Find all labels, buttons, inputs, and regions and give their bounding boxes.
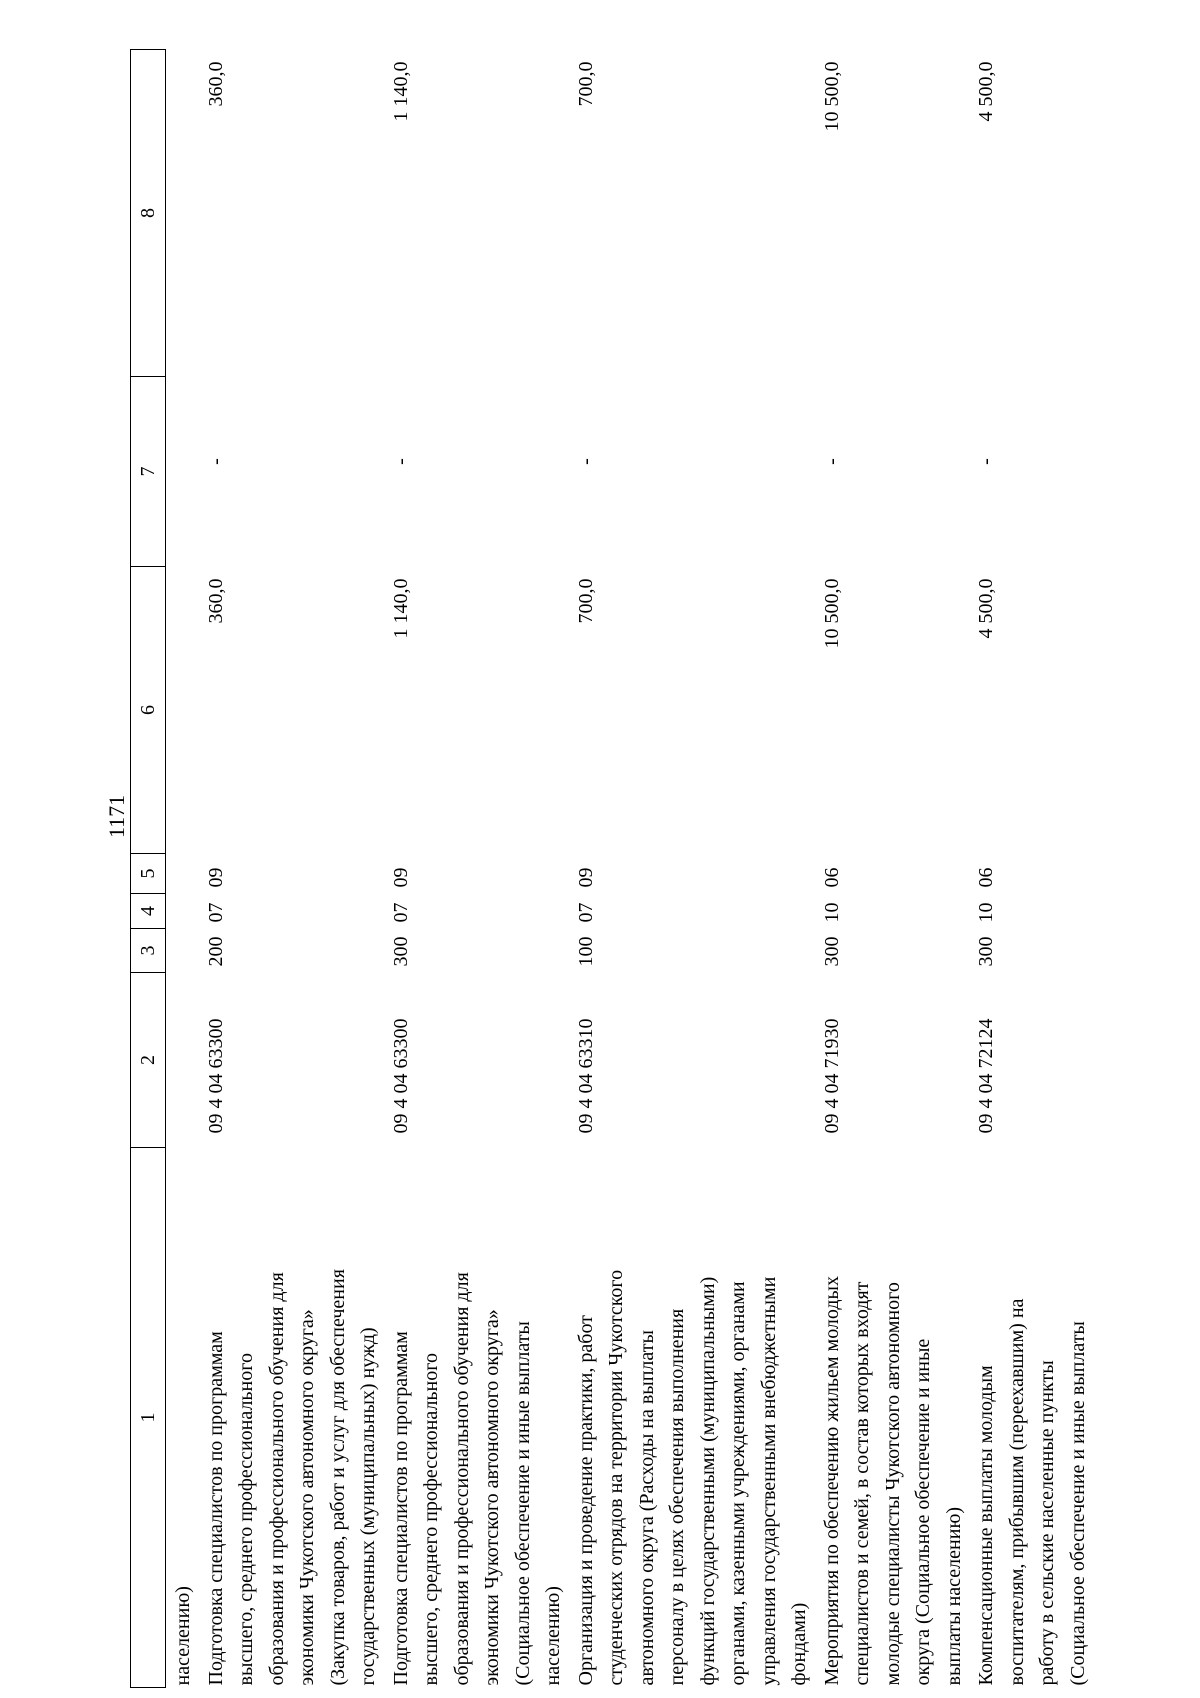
amount-cell: 10 500,0: [820, 578, 843, 649]
expense-name-line: Компенсационные выплаты молодым: [975, 1365, 997, 1686]
expense-name-line: образования и профессионального обучения для: [265, 1272, 288, 1686]
expense-name-line: выплаты населению): [942, 1506, 965, 1686]
expense-name-cell: [199, 1148, 384, 1688]
table-row: [199, 50, 384, 1688]
column-header: 3: [131, 929, 166, 973]
amount-cell: 4 500,0: [975, 578, 997, 639]
expense-name-line: специалистов и семей, в состав которых входят: [851, 1281, 873, 1686]
expense-type-code: 300: [389, 936, 412, 967]
section-code: 10: [820, 902, 843, 923]
column-header: 7: [131, 377, 166, 567]
total-amount-cell: 10 500,0: [820, 61, 843, 132]
column-header: 4: [131, 894, 166, 929]
column-header: 8: [131, 50, 166, 377]
expense-name-line: высшего, среднего профессионального: [235, 1353, 257, 1686]
amount-cell: 700,0: [574, 578, 597, 624]
expense-name-line: персоналу в целях обеспечения выполнения: [666, 1308, 688, 1686]
amount-cell: -: [975, 458, 997, 465]
expense-type-code: 100: [574, 936, 597, 967]
total-amount-cell: 1 140,0: [389, 61, 412, 122]
subsection-code: 06: [820, 867, 843, 888]
expense-name-line: государственных (муниципальных) нужд): [357, 1327, 379, 1686]
target-article-code: 09 4 04 63300: [389, 1018, 412, 1134]
expense-name-line: автономного округа (Расходы на выплаты: [635, 1330, 658, 1686]
page-number: 1171: [104, 794, 129, 838]
target-article-code: 09 4 04 72124: [975, 1018, 997, 1134]
table-row: [815, 50, 970, 1688]
expense-name-line: (Закупка товаров, работ и услуг для обеспечения: [326, 1269, 349, 1686]
expense-name-line: органами, казенными учреждениями, органами: [727, 1281, 749, 1686]
column-header: 5: [131, 854, 166, 894]
section-code: 07: [204, 902, 227, 923]
subsection-code: 09: [574, 867, 597, 888]
expense-name-line: функций государственными (муниципальными): [696, 1276, 719, 1686]
continuation-text: населению): [172, 1586, 194, 1686]
table-row: [384, 50, 569, 1688]
expense-name-line: Мероприятия по обеспечению жильем молодых: [820, 1276, 843, 1686]
subsection-code: 09: [389, 867, 412, 888]
subsection-code: 06: [975, 867, 997, 888]
amount-cell: -: [820, 458, 843, 465]
section-code: 10: [975, 902, 997, 923]
expense-name-cell: [815, 1148, 970, 1688]
expense-name-line: Подготовка специалистов по программам: [389, 1331, 412, 1686]
amount-cell: 1 140,0: [389, 578, 412, 639]
expense-name-cell: [969, 1148, 1093, 1688]
total-amount-cell: 4 500,0: [975, 61, 997, 122]
table-row: [969, 50, 1093, 1688]
header-row: [131, 50, 166, 1688]
rotated-sheet: [130, 50, 1163, 1688]
expense-type-code: 200: [204, 936, 227, 967]
expense-name-line: фондами): [788, 1602, 810, 1686]
expense-name-line: высшего, среднего профессионального: [420, 1353, 442, 1686]
budget-table: [130, 49, 1093, 1688]
expense-name-line: (Социальное обеспечение и иные выплаты: [1066, 1321, 1089, 1686]
expense-type-code: 300: [820, 936, 843, 967]
amount-cell: -: [574, 458, 597, 465]
table-row: [569, 50, 815, 1688]
subsection-code: 09: [204, 867, 227, 888]
target-article-code: 09 4 04 71930: [820, 1018, 843, 1134]
expense-name-line: студенческих отрядов на территории Чукотского: [605, 1269, 627, 1686]
total-amount-cell: 700,0: [574, 61, 597, 107]
expense-name-line: управления государственными внебюджетными: [757, 1276, 780, 1686]
expense-name-line: Подготовка специалистов по программам: [204, 1331, 227, 1686]
expense-name-line: населению): [542, 1586, 564, 1686]
target-article-code: 09 4 04 63300: [204, 1018, 227, 1134]
amount-cell: -: [204, 458, 227, 465]
section-code: 07: [389, 902, 412, 923]
expense-name-line: округа (Социальное обеспечение и иные: [912, 1338, 934, 1686]
target-article-code: 09 4 04 63310: [574, 1018, 597, 1134]
expense-name-line: воспитателям, прибывшим (переехавшим) на: [1005, 1298, 1028, 1686]
expense-name-line: молодые специалисты Чукотского автономного: [881, 1282, 904, 1686]
expense-name-line: образования и профессионального обучения для: [450, 1272, 473, 1686]
total-amount-cell: 360,0: [204, 61, 227, 107]
column-header: 2: [131, 973, 166, 1148]
column-header: 1: [131, 1148, 166, 1688]
expense-name-cell: [569, 1148, 815, 1688]
continuation-row: [166, 50, 199, 1688]
expense-name-line: экономики Чукотского автономного округа»: [296, 1309, 318, 1686]
expense-name-line: (Социальное обеспечение и иные выплаты: [511, 1321, 534, 1686]
expense-type-code: 300: [975, 936, 997, 967]
expense-name-line: экономики Чукотского автономного округа»: [481, 1309, 503, 1686]
expense-name-cell: [384, 1148, 569, 1688]
expense-name-line: Организация и проведение практики, работ: [574, 1315, 597, 1686]
amount-cell: 360,0: [204, 578, 227, 624]
amount-cell: -: [389, 458, 412, 465]
section-code: 07: [574, 902, 597, 923]
column-header: 6: [131, 567, 166, 854]
expense-name-line: работу в сельские населенные пункты: [1036, 1360, 1058, 1686]
